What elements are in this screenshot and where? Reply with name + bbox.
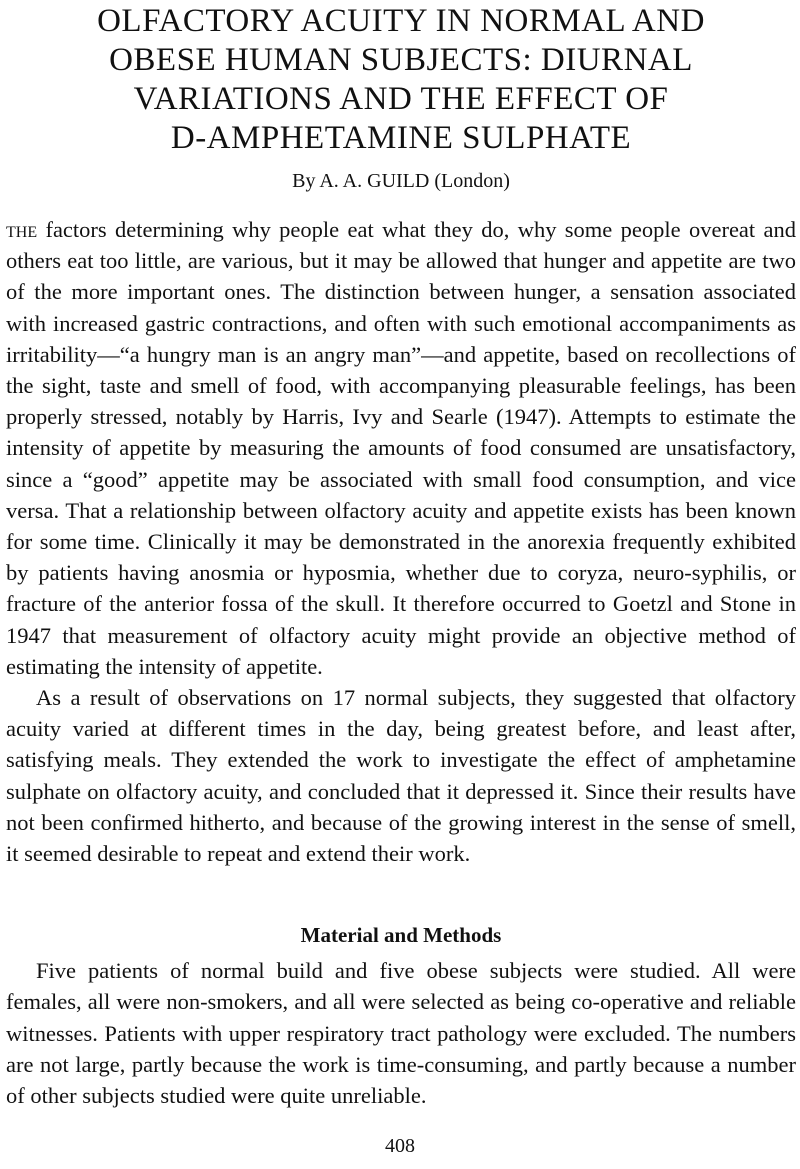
article-body	[6, 214, 796, 1111]
intro-paragraph-2: As a result of observations on 17 normal subjects, they suggested that olfactory acuity varied at different times in the day, being greatest before, and least after, satisfying meals. They extended the work to investigate the effect of amphetamine sulphate on olfactory acuity, and concluded that it depressed it. Since their results have not been confirmed hitherto, and because of the growing interest in the sense of smell, it seemed desirable to repeat and extend their work.	[6, 685, 796, 867]
title-line: VARIATIONS AND THE EFFECT OF	[133, 81, 669, 117]
section-heading-methods: Material and Methods	[300, 923, 502, 948]
title-line: D-AMPHETAMINE SULPHATE	[170, 120, 632, 156]
intro-paragraph-1	[6, 214, 796, 682]
title-line: OBESE HUMAN SUBJECTS: DIURNAL	[109, 42, 693, 78]
author-byline: By A. A. GUILD (London)	[292, 170, 510, 192]
methods-paragraph-1: Five patients of normal build and five obese subjects were studied. All were females, all were non-smokers, and all were selected as being co-operative and reliable witnesses. Patients with upper respiratory tract pathology were excluded. The numbers are not large, partly because the work is time-consuming, and partly because a number of other subjects studied were quite unreliable.	[6, 958, 796, 1109]
paragraph-text: factors determining why people eat what they do, why some people overeat and others eat too little, are various, but it may be allowed that hunger and appetite are two of the more important ones. The distinction between hunger, a sensation associated with increased gastric contractions, and often with such emotional accompaniments as irritability—“a hungry man is an angry man”—and appetite, based on recollections of the sight, taste and smell of food, with accompanying pleasurable feelings, has been properly stressed, notably by Harris, Ivy and Searle (1947). Attempts to estimate the intensity of appetite by measuring the amounts of food consumed are unsatisfactory, since a “good” appetite may be associated with small food consumption, and vice versa. That a relationship between olfactory acuity and appetite exists has been known for some time. Clinically it may be demonstrated in the anorexia frequently exhibited by patients having anosmia or hyposmia, whether due to coryza, neuro-syphilis, or fracture of the anterior fossa of the skull. It therefore occurred to Goetzl and Stone in 1947 that measurement of olfactory acuity might provide an objective method of estimating the intensity of appetite.	[6, 217, 796, 679]
page-number: 408	[385, 1135, 415, 1157]
title-line: OLFACTORY ACUITY IN NORMAL AND	[97, 3, 705, 39]
lead-word: the	[6, 217, 38, 242]
article-title	[6, 0, 796, 158]
